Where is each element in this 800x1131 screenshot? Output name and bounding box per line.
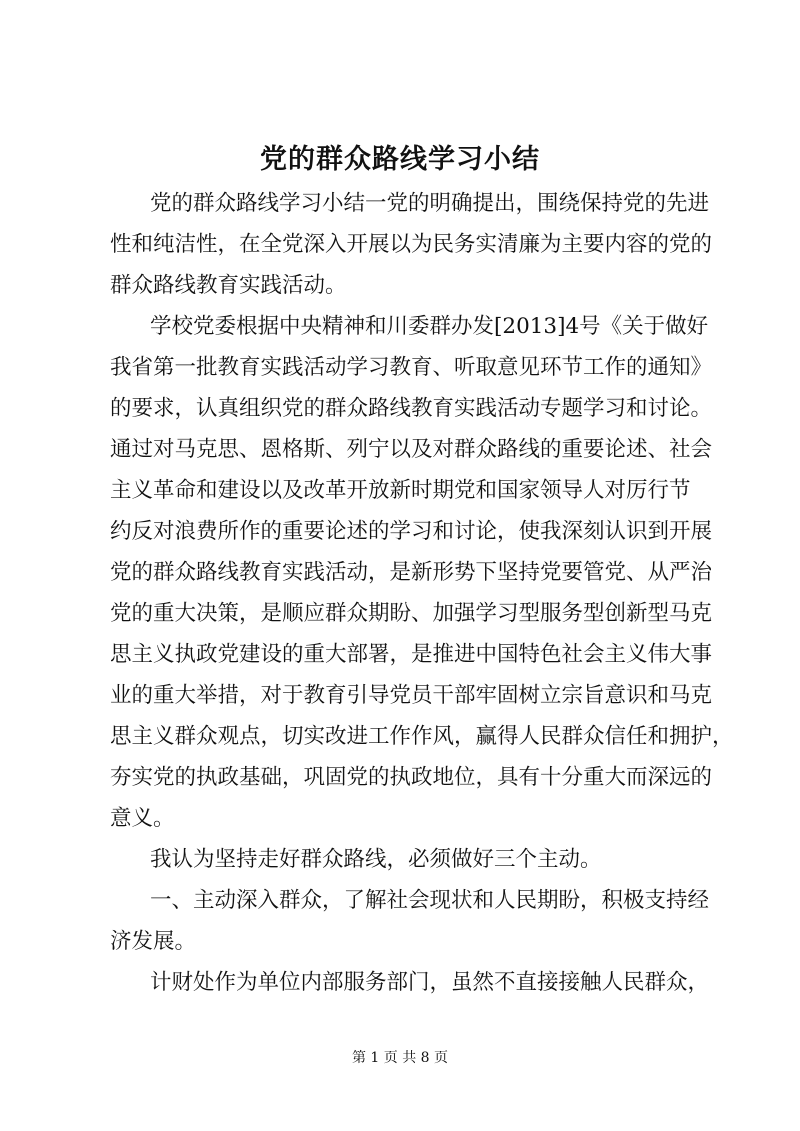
paragraph-line: 群众路线教育实践活动。 xyxy=(110,273,347,298)
paragraph-line: 我认为坚持走好群众路线，必须做好三个主动。 xyxy=(150,847,602,872)
paragraph-line: 主义革命和建设以及改革开放新时期党和国家领导人对厉行节 xyxy=(110,478,691,503)
paragraph-line: 夯实党的执政基础，巩固党的执政地位，具有十分重大而深远的 xyxy=(110,765,713,790)
paragraph-line: 通过对马克思、恩格斯、列宁以及对群众路线的重要论述、社会 xyxy=(110,437,713,462)
paragraph-line: 学校党委根据中央精神和川委群办发[2013]4号《关于做好 xyxy=(150,314,709,339)
paragraph-line: 党的群众路线教育实践活动，是新形势下坚持党要管党、从严治 xyxy=(110,560,713,585)
paragraph-line: 党的重大决策，是顺应群众期盼、加强学习型服务型创新型马克 xyxy=(110,601,713,626)
paragraph-line: 约反对浪费所作的重要论述的学习和讨论，使我深刻认识到开展 xyxy=(110,519,713,544)
paragraph-line: 计财处作为单位内部服务部门，虽然不直接接触人民群众， xyxy=(150,970,710,995)
paragraph-line: 我省第一批教育实践活动学习教育、听取意见环节工作的通知》 xyxy=(110,355,713,380)
paragraph-line: 意义。 xyxy=(110,806,175,831)
paragraph-line: 的要求，认真组织党的群众路线教育实践活动专题学习和讨论。 xyxy=(110,396,713,421)
paragraph-line: 性和纯洁性，在全党深入开展以为民务实清廉为主要内容的党的 xyxy=(110,232,713,257)
document-title: 党的群众路线学习小结 xyxy=(260,144,540,175)
paragraph-line: 思主义群众观点，切实改进工作作风，赢得人民群众信任和拥护， xyxy=(110,724,734,749)
paragraph-line: 党的群众路线学习小结一党的明确提出，围绕保持党的先进 xyxy=(150,191,710,216)
page-number-footer: 第 1 页 共 8 页 xyxy=(351,1050,449,1066)
paragraph-line: 济发展。 xyxy=(110,929,197,954)
paragraph-line: 思主义执政党建设的重大部署，是推进中国特色社会主义伟大事 xyxy=(110,642,713,667)
paragraph-line: 一、主动深入群众，了解社会现状和人民期盼，积极支持经 xyxy=(150,888,710,913)
paragraph-line: 业的重大举措，对于教育引导党员干部牢固树立宗旨意识和马克 xyxy=(110,683,713,708)
